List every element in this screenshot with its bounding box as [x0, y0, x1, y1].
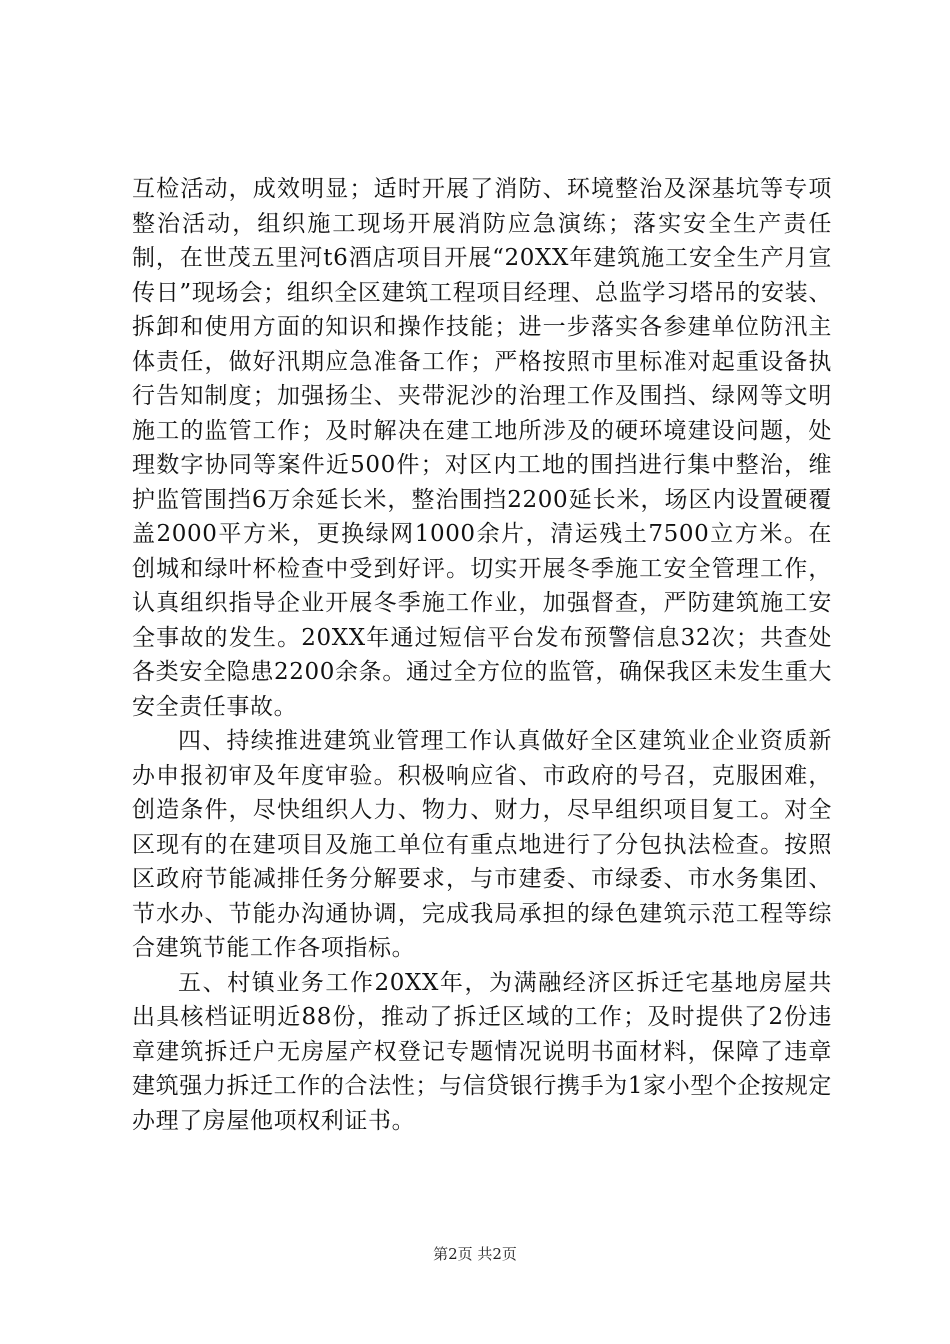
document-body — [132, 172, 832, 1138]
paragraph-safety-supervision: 互检活动，成效明显；适时开展了消防、环境整治及深基坑等专项整治活动，组织施工现场开展消防应急演练；落实安全生产责任制，在世茂五里河t6酒店项目开展“20XX年建筑施工安全生产月宣传日”现场会；组织全区建筑工程项目经理、总监学习塔吊的安装、拆卸和使用方面的知识和操作技能；进一步落实各参建单位防汛主体责任，做好汛期应急准备工作；严格按照市里标准对起重设备执行告知制度；加强扬尘、夹带泥沙的治理工作及围挡、绿网等文明施工的监管工作；及时解决在建工地所涉及的硬环境建设问题，处理数字协同等案件近500件；对区内工地的围挡进行集中整治，维护监管围挡6万余延长米，整治围挡2200延长米，场区内设置硬覆盖2000平方米，更换绿网1000余片，清运残土7500立方米。在创城和绿叶杯检查中受到好评。切实开展冬季施工安全管理工作，认真组织指导企业开展冬季施工作业，加强督查，严防建筑施工安全事故的发生。20XX年通过短信平台发布预警信息32次；共查处各类安全隐患2200余条。通过全方位的监管，确保我区未发生重大安全责任事故。 — [132, 176, 832, 720]
page-number-footer: 第2页 共2页 — [433, 1245, 517, 1263]
paragraph-village-business: 五、村镇业务工作20XX年，为满融经济区拆迁宅基地房屋共出具核档证明近88份，推动了拆迁区域的工作；及时提供了2份违章建筑拆迁户无房屋产权登记专题情况说明书面材料，保障了违章建筑强力拆迁工作的合法性；与信贷银行携手为1家小型个企按规定办理了房屋他项权利证书。 — [132, 969, 832, 1134]
paragraph-construction-management: 四、持续推进建筑业管理工作认真做好全区建筑业企业资质新办申报初审及年度审验。积极响应省、市政府的号召，克服困难，创造条件，尽快组织人力、物力、财力，尽早组织项目复工。对全区现有的在建项目及施工单位有重点地进行了分包执法检查。按照区政府节能减排任务分解要求，与市建委、市绿委、市水务集团、节水办、节能办沟通协调，完成我局承担的绿色建筑示范工程等综合建筑节能工作各项指标。 — [132, 728, 832, 961]
